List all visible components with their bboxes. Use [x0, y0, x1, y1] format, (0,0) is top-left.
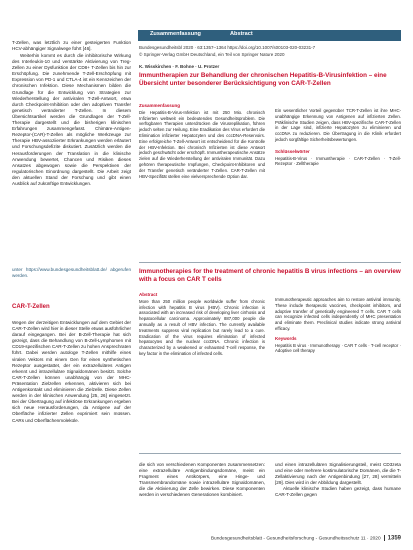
left-paragraph: Wegen der derzeitigen Entwicklungen auf dem Gebiet der CAR-T-Zellen wird hier in dieser Stelle etwas ausführlicher darauf eingegangen. Bei der B-Zell-Therapie hat sich gezeigt, dass die Behandlung von B-Zell-Lymphomen mit CD19-spezifischen CAR-T-Zellen zu hohen Ansprechraten führt. Dabei werden autologe T-Zellen mithilfe eines viralen Vektors mit einem Gen für einen synthetischen Rezeptor ausgestattet, der ein extrazelluläres Antigen erkennt und intrazelluläre Signaldomänen besitzt. Solche CAR-T-Zellen können unabhängig von der MHC-Präsentation Zielzellen erkennen, aktivieren sich bei Antigenkontakt und eliminieren die Zielzelle. Diese Zellen werden in der klinischen Anwendung [25, 26] eingesetzt. Bei der Übertragung auf infektiöse Erkrankungen ergeben sich neue Herausforderungen, da Antigene auf der Oberfläche infizierter Zellen exprimiert sein müssen. CARs und Oberflächenmoleküle.	[12, 320, 131, 423]
footer-separator	[384, 535, 385, 541]
left-paragraph: Weiterhin kommt es durch die inhibitorische Wirkung des Interleukin-10 und verstärkte Aktivierung von Treg-Zellen zu einer Dysfunktion der CD8+ T-Zellen bis hin zur Erschöpfung. Die zunehmende T-Zell-Erschöpfung mit Expression von PD-1 und CTLA-4 ist ein Kennzeichen der chronischen Infektion. Diese Mechanismen bilden die Grundlage für die Entwicklung von Strategien zur Wiederherstellung der antiviralen T-Zell-Antwort, etwa durch Checkpoint-Inhibition oder den adoptiven Transfer genetisch veränderter T-Zellen. In diesem Übersichtsartikel werden die Grundlagen der T-Zell-Therapie dargestellt und die bisherigen klinischen Erfahrungen zusammengefasst. Chimäre-Antigen-Rezeptor-(CAR)-T-Zellen als mögliche Werkzeuge zur Therapie HBV-assoziierter Erkrankungen werden erläutert und Forschungsdefizite diskutiert. Zusätzlich werden die Herausforderungen der Translation in die klinische Anwendung bewertet, Chancen und Risiken dieses Ansatzes abgewogen sowie die Perspektiven der regulatorischen Einordnung dargestellt. Die Arbeit zeigt den aktuellen Stand der Forschung und gibt einen Ausblick auf zukünftige Entwicklungen.	[12, 53, 131, 186]
tab-abstract: Abstract	[230, 31, 253, 37]
body-text: Aktuelle klinische Studien haben gezeigt, dass humane CAR-T-Zellen gegen	[275, 486, 401, 498]
abstract-tab-bar	[138, 30, 401, 41]
english-abstract-col-1	[139, 290, 265, 392]
abstract-text: Die Hepatitis-B-Virus-Infektion ist mit 250 Mio. chronisch Infizierten weltweit ein bedeutendes Gesundheitsproblem. Die verfügbaren Therapien unterdrücken die Virusreplikation, führen jedoch selten zur Heilung. Eine Eradikation des Virus erfordert die Elimination infizierter Hepatozyten und des cccDNA-Reservoirs. Eine erfolgreiche T-Zell-Antwort ist entscheidend für die Kontrolle der HBV-Infektion. Bei chronisch Infizierten ist diese Antwort jedoch geschwächt oder erschöpft. Immuntherapeutische Ansätze zielen auf die Wiederherstellung der antiviralen Immunität. Dazu gehören therapeutische Impfungen, Checkpoint-Inhibitoren und der Transfer genetisch veränderter T-Zellen. CAR-T-Zellen mit HBV-Spezifität stellen eine vielversprechende Option dar.	[139, 109, 265, 179]
english-abstract-col-2	[275, 297, 401, 397]
body-column-right	[275, 462, 401, 532]
journal-link[interactable]: unter https://www.bundesgesundheitsblatt.de/ abgerufen werden.	[12, 267, 131, 279]
tab-zusammenfassung: Zusammenfassung	[150, 31, 201, 37]
abstract-divider	[139, 262, 401, 263]
abstract-text: Immunotherapeutic approaches aim to restore antiviral immunity. These include therapeutic vaccines, checkpoint inhibitors, and adoptive transfer of genetically engineered T cells. CAR T cells can recognize infected cells independently of MHC presentation and eliminate them. Preclinical studies indicate strong antiviral efficacy.	[275, 297, 401, 331]
body-column-middle: die sich von verschiedenen Komponenten zusammensetzen: eine extrazelluläre Antigenbindungsdomäne, meist ein Fragment eines Antikörpers, eine Hinge- und Transmembrandomäne sowie intrazelluläre Signaldomänen, die die Aktivierung der Zelle bewirken. Diese Komponenten werden in verschiedenen Generationen kombiniert.	[139, 462, 265, 498]
keywords-label: Keywords	[275, 335, 297, 341]
body-text: und einen intrazellulären Signalisierungsteil, meist CD3zeta und eine oder mehrere kostimulatorische Domänen, die die T-Zellaktivierung nach der Antigenbindung [27, 28] vermitteln [29]. Dies wird in der Abbildung dargestellt.	[275, 462, 401, 486]
left-link-line	[12, 267, 131, 279]
keywords-label: Schlüsselwörter	[275, 148, 310, 154]
german-abstract-col-1	[139, 101, 265, 256]
abstract-text: More than 250 million people worldwide suffer from chronic infection with hepatitis B virus (HBV). Chronic infection is associated with an increased risk of developing liver cirrhosis and hepatocellular carcinoma. Approximately 887,000 people die annually as a result of HBV infection. The currently available treatments suppress viral replication but rarely lead to a cure. Eradication of the virus requires elimination of infected hepatocytes and the nuclear cccDNA. Chronic infection is characterized by a weakened or exhausted T-cell response, the key factor in the elimination of infected cells.	[139, 298, 265, 356]
authors: K. Wisskirchen · F. Bohne · U. Protzer	[139, 64, 220, 69]
copyright-line: © Springer-Verlag GmbH Deutschland, ein Teil von Springer Nature 2020	[139, 52, 285, 57]
abstract-bottom-rule	[139, 453, 401, 454]
abstract-text: Ein wesentlicher Vorteil gegenüber TCR-T-Zellen ist ihre MHC-unabhängige Erkennung von Antigenen auf infizierten Zellen. Präklinische Studien zeigen, dass HBV-spezifische CAR-T-Zellen in der Lage sind, infizierte Hepatozyten zu eliminieren und cccDNA zu reduzieren. Die Übertragung in die Klinik erfordert jedoch sorgfältige Sicherheitsbewertungen.	[275, 108, 401, 142]
journal-name: Bundesgesundheitsblatt - Gesundheitsforschung - Gesundheitsschutz 11 · 2020	[210, 536, 381, 542]
page-footer	[211, 535, 401, 541]
left-column	[12, 40, 131, 279]
left-paragraph: T-Zellen, was letztlich zu einer gesteigerten Funktion HCV-abhängiger Signalwege führt [46].	[12, 40, 131, 52]
keywords: Hepatitis B virus · Immunotherapy · CAR T cells · T-cell receptor · Adoptive cell therapy	[275, 342, 401, 354]
left-column-lower	[12, 320, 131, 528]
abstract-subheading: Zusammenfassung	[139, 103, 181, 108]
german-title: Immuntherapien zur Behandlung der chronischen Hepatitis-B-Virusinfektion – eine Übersicht unter besonderer Berücksichtigung von CAR-T-Zellen	[139, 72, 387, 87]
section-heading: CAR-T-Zellen	[12, 304, 50, 310]
page-number: 1359	[387, 535, 401, 542]
citation-line: Bundesgesundheitsbl 2020 · 63:1357–1364 https://doi.org/10.1007/s00103-020-03231-7	[139, 45, 316, 50]
english-title: Immunotherapies for the treatment of chronic hepatitis B virus infections – an overview with a focus on CAR T cells	[139, 268, 401, 283]
abstract-subheading: Abstract	[139, 292, 158, 297]
keywords: Hepatitis-B-Virus · Immuntherapie · CAR-T-Zellen · T-Zell-Rezeptor · Zelltherapie	[275, 155, 401, 167]
german-abstract-col-2	[275, 108, 401, 258]
